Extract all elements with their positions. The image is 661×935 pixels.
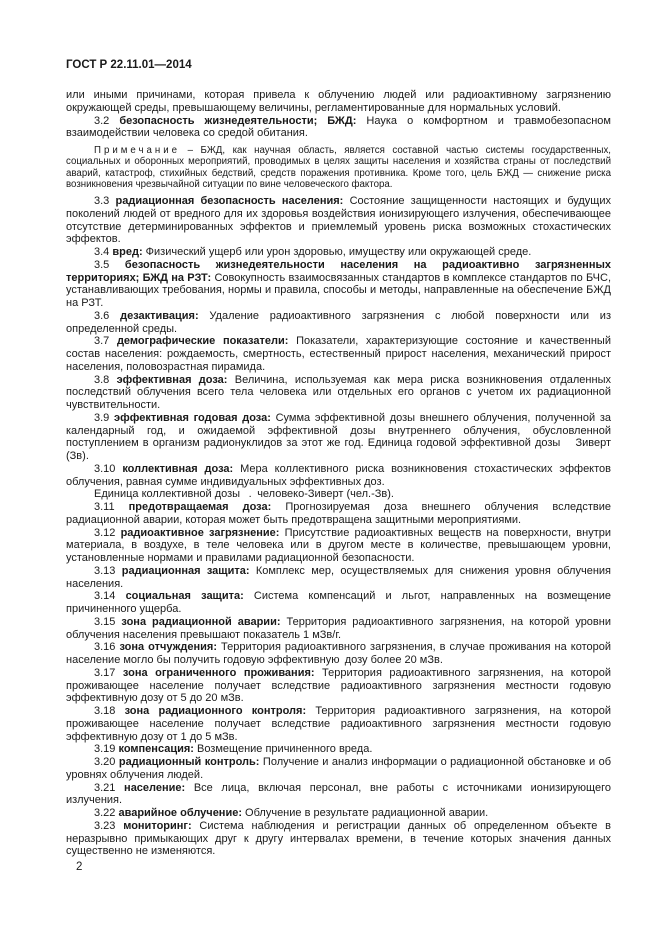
term-paragraph-3.10: 3.10 коллективная доза: Мера коллективного риска возникновения стохастических эффектов облучения, равная сумме индивидуальных эффективных доз.: [66, 462, 611, 488]
term-paragraph-3.2: 3.2 безопасность жизнедеятельности; БЖД: Наука о комфортном и травмобезопасном взаимодействии человека со средой обитания.: [66, 114, 611, 140]
term-number: 3.14: [94, 590, 126, 603]
term-number: 3.23: [94, 819, 124, 832]
term-number: 3.13: [94, 564, 122, 577]
term-name: вред:: [112, 246, 143, 259]
term-paragraph-3.15: 3.15 зона радиационной аварии: Территория радиоактивного загрязнения, на которой уровни облучения населения превышают показатель 1 мЗв/г.: [66, 615, 611, 641]
term-paragraph-3.19: 3.19 компенсация: Возмещение причиненного вреда.: [94, 743, 373, 756]
term-number: 3.10: [94, 462, 123, 475]
term-number: 3.18: [94, 705, 125, 718]
term-number: 3.3: [94, 195, 116, 208]
term-number: 3.6: [94, 309, 121, 322]
term-number: 3.9: [94, 411, 115, 424]
term-number: 3.17: [94, 666, 123, 679]
term-number: 3.8: [94, 373, 117, 386]
term-paragraph-3.13: 3.13 радиационная защита: Комплекс мер, осуществляемых для снижения уровня облучения населения.: [66, 564, 611, 590]
document-header-gost-number: ГОСТ Р 22.11.01—2014: [66, 59, 192, 71]
term-paragraph-3.11: 3.11 предотвращаемая доза: Прогнозируемая доза внешнего облучения вследствие радиационной аварии, которая может быть предотвращена защитными мероприятиями.: [66, 501, 611, 526]
intro-continuation-paragraph: или иными причинами, которая привела к облучению людей или радиоактивному загрязнению окружающей среды, превышающему величины, регламентированные для нормальных условий.: [66, 89, 611, 114]
term-paragraph-3.21: 3.21 население: Все лица, включая персонал, вне работы с источниками ионизирующего излучения.: [66, 781, 611, 807]
term-name: предотвращаемая доза:: [128, 501, 272, 514]
term-paragraph-3.7: 3.7 демографические показатели: Показатели, характеризующие состояние и качественный состав населения: рождаемость, смертность, естественный прирост населения, механический прирост населения, половозрастная пирамида.: [66, 335, 611, 373]
document-body: [66, 89, 611, 858]
note-label: Примечание: [94, 145, 181, 156]
term-name: радиационная защита:: [121, 564, 250, 577]
term-paragraph-3.9: 3.9 эффективная годовая доза: Сумма эффективной дозы внешнего облучения, полученной за календарный год, и ожидаемой эффективной дозы внутреннего облучения, обусловленной поступлением в организм радионуклидов за этот же год. Единица годовой эффективной дозы Зиверт (Зв).: [66, 411, 611, 463]
term-name: зона радиационной аварии:: [121, 615, 281, 628]
term-number: 3.21: [94, 781, 125, 794]
term-paragraph-3.5: 3.5 безопасность жизнедеятельности населения на радиоактивно загрязненных территориях; БЖД на РЗТ: Совокупность взаимосвязанных стандартов в комплексе стандартов по БЧС, устанавливающих требования, нормы и правила, способы и методы, направленные на обеспечение БЖД на РЗТ.: [66, 258, 611, 310]
note-paragraph: Примечание – БЖД, как научная область, является составной частью системы государственных, социальных и оборонных мероприятий, проводимых в целях защиты населения и хозяйства страны от последствий аварий, катастроф, стихийных бедствий, средств поражения противника. Кроме того, цель БЖД — снижение риска возникновения чрезвычайной ситуации по вине человеческого фактора.: [66, 145, 611, 190]
term-name: мониторинг:: [123, 819, 192, 832]
term-number: 3.22: [94, 807, 119, 820]
term-paragraph-3.3: 3.3 радиационная безопасность населения: Состояние защищенности настоящих и будущих поколений людей от вредного для их здоровья воздействия ионизирующего излучения, обеспечивающее отсутствие детерминированных эффектов и приемлемый уровень риска возможных стохастических эффектов.: [66, 195, 611, 246]
term-paragraph-3.23: 3.23 мониторинг: Система наблюдения и регистрации данных об определенном объекте в неразрывно примыкающих друг к другу интервалах времени, в течение которых значения данных существенно не изменяются.: [66, 819, 611, 858]
term-number: 3.5: [94, 258, 125, 271]
term-name: эффективная годовая доза:: [114, 411, 271, 424]
term-number: 3.16: [94, 641, 120, 654]
term-paragraph-3.14: 3.14 социальная защита: Система компенсаций и льгот, направленных на возмещение причиненного ущерба.: [66, 590, 611, 616]
term-name: население:: [124, 781, 186, 794]
term-name: зона радиационного контроля:: [124, 705, 307, 718]
term-name: радиационная безопасность населения:: [115, 195, 344, 208]
term-paragraph-3.8: 3.8 эффективная доза: Величина, используемая как мера риска возникновения отдаленных последствий облучения всего тела человека или отдельных его органов с учетом их радиационной чувствительности.: [66, 373, 611, 412]
term-number: 3.11: [94, 501, 129, 514]
term-number: 3.19: [94, 743, 119, 756]
term-number: 3.4: [94, 246, 113, 259]
term-paragraph-3.17: 3.17 зона ограниченного проживания: Территория радиоактивного загрязнения, на которой проживающее население получает вследствие радиоактивного загрязнения местности годовую эффективную дозу от 5 до 20 мЗв.: [66, 666, 611, 705]
term-number: 3.20: [94, 756, 119, 769]
term-number: 3.12: [94, 526, 121, 539]
term-name: зона отчуждения:: [119, 641, 218, 654]
term-name: радиационный контроль:: [118, 756, 260, 769]
term-name: эффективная доза:: [116, 373, 228, 386]
term-number: 3.15: [94, 615, 122, 628]
page-number: 2: [76, 861, 83, 873]
term-name: коллективная доза:: [122, 462, 234, 475]
term-name: демографические показатели:: [116, 335, 289, 348]
term-name: безопасность жизнедеятельности; БЖД:: [119, 114, 357, 127]
term-name: социальная защита:: [125, 590, 244, 603]
collective-dose-unit-line: Единица коллективной дозы . человеко-Зиверт (чел.-Зв).: [94, 488, 394, 501]
term-paragraph-3.6: 3.6 дезактивация: Удаление радиоактивного загрязнения с любой поверхности или из определенной среды.: [66, 309, 611, 335]
term-paragraph-3.22: 3.22 аварийное облучение: Облучение в результате радиационной аварии.: [94, 807, 489, 820]
term-number: 3.7: [94, 335, 117, 348]
term-paragraph-3.4: 3.4 вред: Физический ущерб или урон здоровью, имуществу или окружающей среде.: [94, 246, 532, 259]
term-paragraph-3.16: 3.16 зона отчуждения: Территория радиоактивного загрязнения, в случае проживания на которой население могло бы получить годовую эффективную дозу более 20 мЗв.: [66, 641, 612, 667]
term-paragraph-3.18: 3.18 зона радиационного контроля: Территория радиоактивного загрязнения, на которой проживающее население получает вследствие радиоактивного загрязнения местности годовую эффективную дозу от 1 до 5 мЗв.: [66, 705, 612, 743]
term-name: безопасность жизнедеятельности населения на радиоактивно загрязненных территориях; БЖД на РЗТ:: [66, 258, 611, 284]
term-name: компенсация:: [118, 743, 194, 756]
term-name: радиоактивное загрязнение:: [120, 526, 280, 539]
term-name: аварийное облучение:: [118, 807, 242, 820]
term-number: 3.2: [94, 114, 120, 127]
term-paragraph-3.20: 3.20 радиационный контроль: Получение и анализ информации о радиационной обстановке и об уровнях облучения людей.: [66, 756, 611, 781]
term-paragraph-3.12: 3.12 радиоактивное загрязнение: Присутствие радиоактивных веществ на поверхности, внутри материала, в воздухе, в теле человека или в другом месте в количестве, превышающем уровни, установленные нормами и правилами радиационной безопасности.: [66, 526, 611, 565]
term-name: зона ограниченного проживания:: [122, 666, 315, 679]
term-name: дезактивация:: [120, 309, 199, 322]
